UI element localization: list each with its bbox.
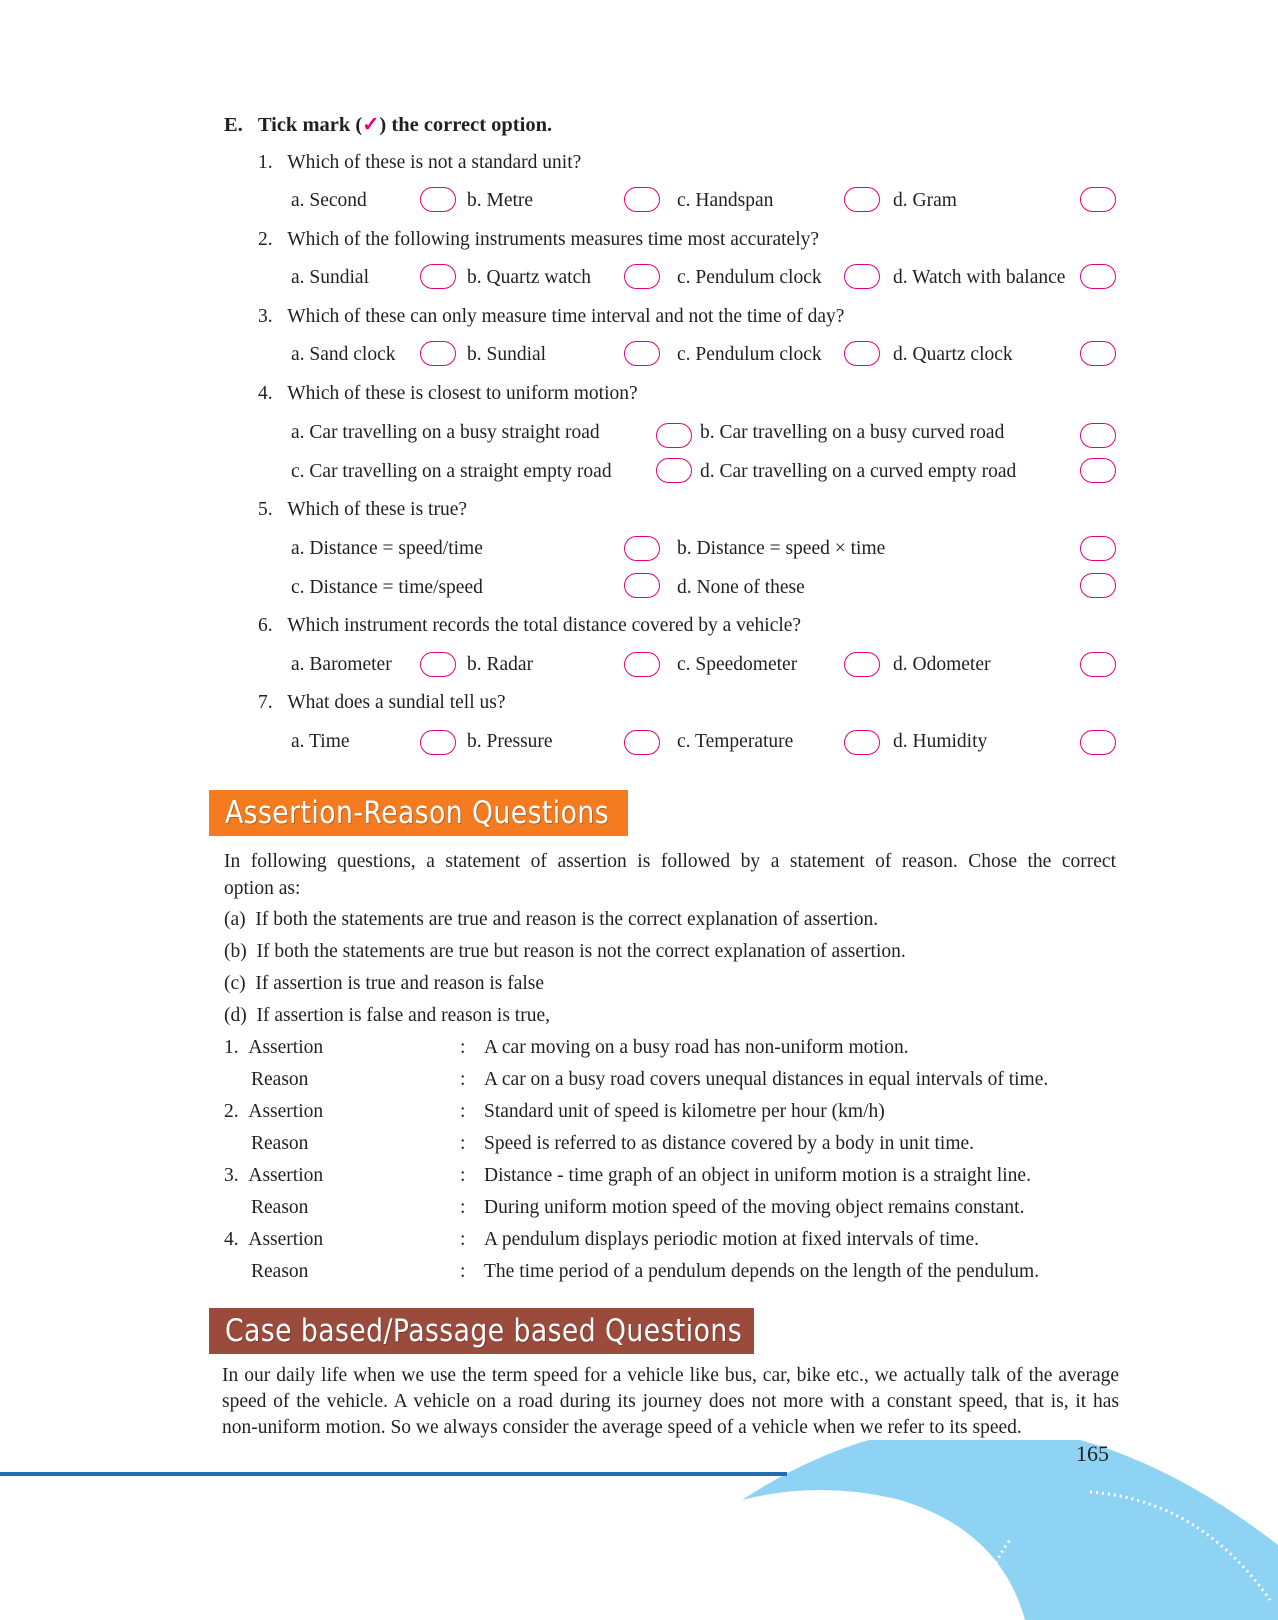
ar-item-4-assertion-label: 4. Assertion bbox=[224, 1229, 324, 1250]
ar-item-4-reason: The time period of a pendulum depends on the length of the pendulum. bbox=[484, 1261, 1040, 1282]
bottom-rule bbox=[0, 1472, 787, 1476]
passage-line-2: speed of the vehicle. A vehicle on a road during its journey does not more with a constant speed, that is, it has bbox=[222, 1391, 1119, 1412]
question-3: 3. Which of these can only measure time interval and not the time of day? bbox=[258, 306, 845, 327]
assertion-reason-banner bbox=[209, 790, 628, 836]
q5-option-c-checkbox[interactable] bbox=[624, 573, 660, 598]
q6-option-b: b. Radar bbox=[467, 654, 534, 675]
colon: : bbox=[460, 1037, 466, 1058]
q6-option-d: d. Odometer bbox=[893, 654, 991, 675]
q2-option-b-checkbox[interactable] bbox=[624, 264, 660, 289]
q4-option-d: d. Car travelling on a curved empty road bbox=[700, 461, 1017, 482]
q3-option-c: c. Pendulum clock bbox=[677, 344, 822, 365]
q6-option-d-checkbox[interactable] bbox=[1080, 652, 1116, 677]
ar-item-2-reason: Speed is referred to as distance covered by a body in unit time. bbox=[484, 1133, 975, 1154]
ar-choice-d: (d) If assertion is false and reason is true, bbox=[224, 1005, 550, 1026]
q2-option-a: a. Sundial bbox=[291, 267, 369, 288]
q5-option-b: b. Distance = speed × time bbox=[677, 538, 886, 559]
q1-option-d-checkbox[interactable] bbox=[1080, 187, 1116, 212]
question-7: 7. What does a sundial tell us? bbox=[258, 692, 506, 713]
passage-line-1: In our daily life when we use the term speed for a vehicle like bus, car, bike etc., we actually talk of the average bbox=[222, 1365, 1119, 1386]
ar-item-2-assertion: Standard unit of speed is kilometre per hour (km/h) bbox=[484, 1101, 885, 1122]
ar-item-3-assertion: Distance - time graph of an object in uniform motion is a straight line. bbox=[484, 1165, 1031, 1186]
q3-option-d: d. Quartz clock bbox=[893, 344, 1013, 365]
q4-option-b-checkbox[interactable] bbox=[1080, 423, 1116, 448]
question-6: 6. Which instrument records the total distance covered by a vehicle? bbox=[258, 615, 802, 636]
q5-option-d: d. None of these bbox=[677, 577, 805, 598]
q6-option-c: c. Speedometer bbox=[677, 654, 798, 675]
q6-option-b-checkbox[interactable] bbox=[624, 652, 660, 677]
q6-option-c-checkbox[interactable] bbox=[844, 652, 880, 677]
q3-option-d-checkbox[interactable] bbox=[1080, 341, 1116, 366]
q2-option-c-checkbox[interactable] bbox=[844, 264, 880, 289]
q7-option-a-checkbox[interactable] bbox=[420, 730, 456, 755]
q1-option-c-checkbox[interactable] bbox=[844, 187, 880, 212]
ar-intro-line2: option as: bbox=[224, 878, 301, 899]
q1-option-c: c. Handspan bbox=[677, 190, 774, 211]
q3-option-b: b. Sundial bbox=[467, 344, 547, 365]
ar-item-3-assertion-label: 3. Assertion bbox=[224, 1165, 324, 1186]
q1-option-d: d. Gram bbox=[893, 190, 957, 211]
tick-mark-icon: ✓ bbox=[362, 114, 380, 136]
q2-option-b: b. Quartz watch bbox=[467, 267, 591, 288]
question-4: 4. Which of these is closest to uniform motion? bbox=[258, 383, 638, 404]
question-2: 2. Which of the following instruments measures time most accurately? bbox=[258, 229, 820, 250]
q6-option-a: a. Barometer bbox=[291, 654, 392, 675]
q2-option-a-checkbox[interactable] bbox=[420, 264, 456, 289]
q7-option-c: c. Temperature bbox=[677, 731, 794, 752]
colon: : bbox=[460, 1261, 466, 1282]
q4-option-b: b. Car travelling on a busy curved road bbox=[700, 422, 1005, 443]
page-number: 165 bbox=[1076, 1441, 1109, 1466]
q3-option-c-checkbox[interactable] bbox=[844, 341, 880, 366]
ar-item-4-reason-label: Reason bbox=[251, 1261, 309, 1282]
ar-item-2-assertion-label: 2. Assertion bbox=[224, 1101, 324, 1122]
q2-option-d: d. Watch with balance bbox=[893, 267, 1066, 288]
ar-item-2-reason-label: Reason bbox=[251, 1133, 309, 1154]
ar-item-1-assertion: A car moving on a busy road has non-uniform motion. bbox=[484, 1037, 909, 1058]
q5-option-b-checkbox[interactable] bbox=[1080, 536, 1116, 561]
q1-option-a-checkbox[interactable] bbox=[420, 187, 456, 212]
ar-item-3-reason: During uniform motion speed of the moving object remains constant. bbox=[484, 1197, 1025, 1218]
assertion-reason-heading: Assertion-Reason Questions bbox=[225, 795, 610, 831]
colon: : bbox=[460, 1197, 466, 1218]
q5-option-a: a. Distance = speed/time bbox=[291, 538, 483, 559]
ar-choice-c: (c) If assertion is true and reason is false bbox=[224, 973, 545, 994]
case-based-banner bbox=[209, 1308, 754, 1354]
q5-option-d-checkbox[interactable] bbox=[1080, 573, 1116, 598]
ar-choice-a: (a) If both the statements are true and reason is the correct explanation of assertion. bbox=[224, 909, 879, 930]
decorative-wave bbox=[0, 1440, 1278, 1620]
q7-option-a: a. Time bbox=[291, 731, 350, 752]
ar-item-1-reason: A car on a busy road covers unequal distances in equal intervals of time. bbox=[484, 1069, 1049, 1090]
q3-option-a-checkbox[interactable] bbox=[420, 341, 456, 366]
q5-option-a-checkbox[interactable] bbox=[624, 536, 660, 561]
q3-option-a: a. Sand clock bbox=[291, 344, 396, 365]
colon: : bbox=[460, 1069, 466, 1090]
q7-option-b: b. Pressure bbox=[467, 731, 553, 752]
q2-option-c: c. Pendulum clock bbox=[677, 267, 822, 288]
passage-line-3: non-uniform motion. So we always consider the average speed of a vehicle when we refer to its speed. bbox=[222, 1417, 1022, 1438]
question-5: 5. Which of these is true? bbox=[258, 499, 468, 520]
q7-option-b-checkbox[interactable] bbox=[624, 730, 660, 755]
case-based-heading: Case based/Passage based Questions bbox=[225, 1313, 743, 1349]
q4-option-c-checkbox[interactable] bbox=[656, 458, 692, 483]
colon: : bbox=[460, 1229, 466, 1250]
q3-option-b-checkbox[interactable] bbox=[624, 341, 660, 366]
ar-item-3-reason-label: Reason bbox=[251, 1197, 309, 1218]
question-1: 1. Which of these is not a standard unit? bbox=[258, 152, 582, 173]
q7-option-c-checkbox[interactable] bbox=[844, 730, 880, 755]
q4-option-a: a. Car travelling on a busy straight road bbox=[291, 422, 600, 443]
q4-option-d-checkbox[interactable] bbox=[1080, 458, 1116, 483]
q4-option-a-checkbox[interactable] bbox=[656, 423, 692, 448]
q1-option-a: a. Second bbox=[291, 190, 367, 211]
q1-option-b: b. Metre bbox=[467, 190, 534, 211]
ar-choice-b: (b) If both the statements are true but reason is not the correct explanation of assertion. bbox=[224, 941, 906, 962]
q2-option-d-checkbox[interactable] bbox=[1080, 264, 1116, 289]
q6-option-a-checkbox[interactable] bbox=[420, 652, 456, 677]
q5-option-c: c. Distance = time/speed bbox=[291, 577, 483, 598]
section-e-heading: E. Tick mark (✓) the correct option. bbox=[224, 114, 553, 136]
colon: : bbox=[460, 1101, 466, 1122]
q4-option-c: c. Car travelling on a straight empty road bbox=[291, 461, 612, 482]
colon: : bbox=[460, 1133, 466, 1154]
section-label: E. bbox=[224, 114, 243, 136]
ar-intro-line1: In following questions, a statement of assertion is followed by a statement of reason. Chose the correct bbox=[224, 851, 1116, 872]
ar-item-1-assertion-label: 1. Assertion bbox=[224, 1037, 324, 1058]
ar-item-4-assertion: A pendulum displays periodic motion at fixed intervals of time. bbox=[484, 1229, 979, 1250]
colon: : bbox=[460, 1165, 466, 1186]
q7-option-d: d. Humidity bbox=[893, 731, 988, 752]
q7-option-d-checkbox[interactable] bbox=[1080, 730, 1116, 755]
q1-option-b-checkbox[interactable] bbox=[624, 187, 660, 212]
ar-item-1-reason-label: Reason bbox=[251, 1069, 309, 1090]
